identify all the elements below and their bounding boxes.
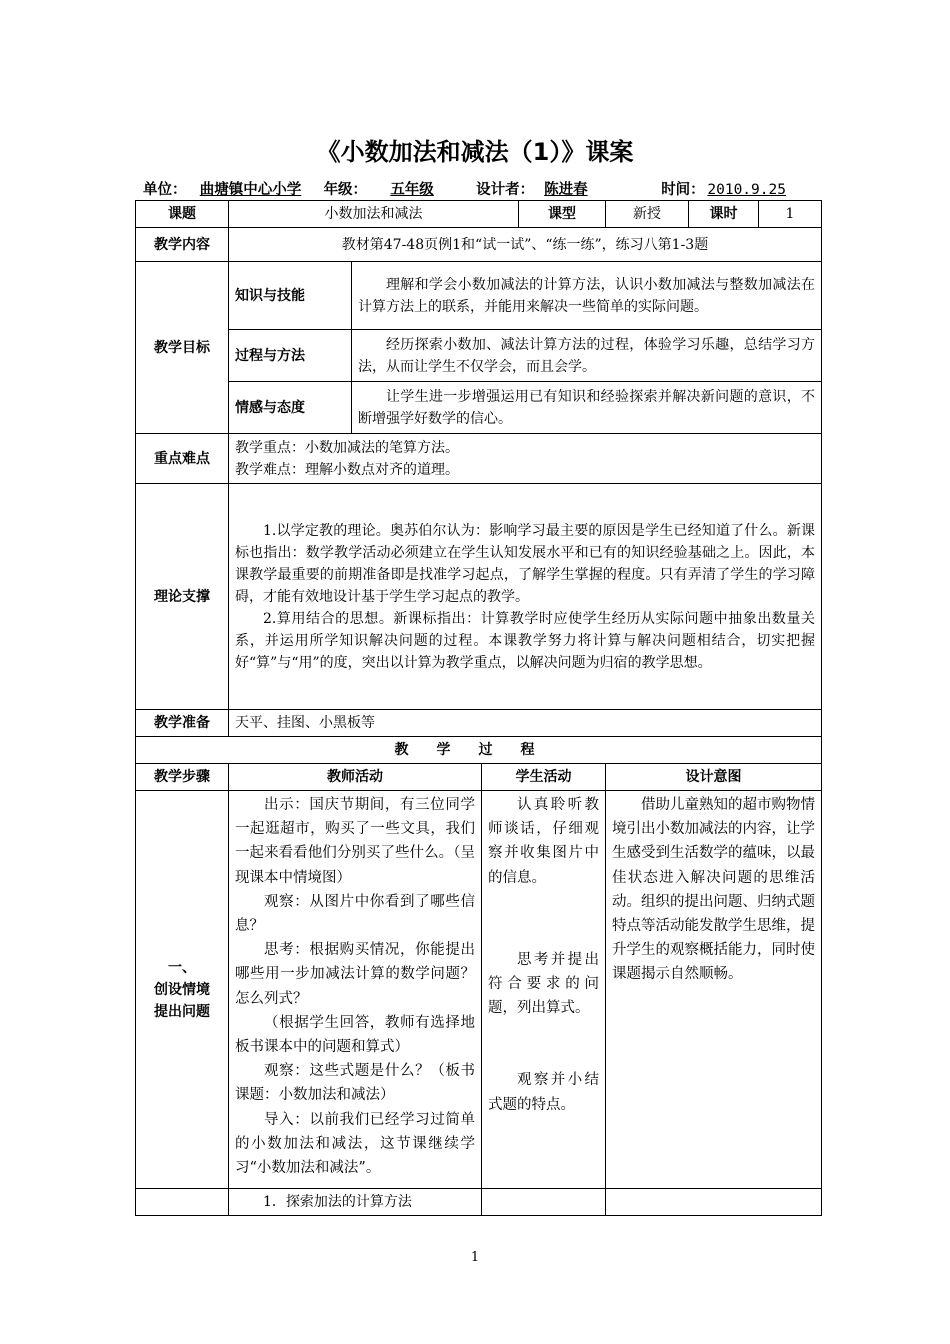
key-row <box>136 434 822 484</box>
teacher-paragraph: 出示：国庆节期间，有三位同学一起逛超市，购买了一些文具，我们一起来看看他们分别买了些什么。（呈现课本中情境图） <box>235 797 475 886</box>
step-1-name-a: 创设情境 <box>154 981 210 998</box>
step-1-number: 一、 <box>168 959 196 976</box>
teacher-paragraph: 思考：根据购买情况，你能提出哪些用一步加减法计算的数学问题？怎么列式？ <box>235 942 475 1007</box>
goal-row-knowledge <box>136 262 822 330</box>
goal-text-knowledge: 理解和学会小数加减法的计算方法，认识小数加减法与整数加减法在计算方法上的联系，并能用来解决一些简单的实际问题。 <box>352 262 822 330</box>
goal-label-attitude: 情感与态度 <box>229 382 352 434</box>
designer-label: 设计者： <box>476 182 535 198</box>
unit-label: 单位： <box>143 182 187 198</box>
topic-label: 课题 <box>136 201 229 228</box>
prep-row <box>136 710 822 737</box>
student-spacer <box>488 890 599 948</box>
key-points <box>229 434 822 484</box>
step-1-name-b: 提出问题 <box>154 1003 210 1020</box>
theory-paragraph-1: 1.以学定教的理论。奥苏伯尔认为：影响学习最主要的原因是学生已经知道了什么。新课标也指出：数学教学活动必须建立在学生认知发展水平和已有的知识经验基础之上。因此，本课教学最重要的前期准备即是找准学习起点，了解学生掌握的程度。只有弄清了学生的学习障碍，才能有效地设计基于学生学习起点的教学。 <box>235 522 815 605</box>
grade-value: 五年级 <box>390 182 434 198</box>
hours-label: 课时 <box>689 201 759 228</box>
step-2-cell <box>136 1189 229 1216</box>
col-teacher: 教师活动 <box>229 764 482 791</box>
goal-text-attitude: 让学生进一步增强运用已有知识和经验探索并解决新问题的意识，不断增强学好数学的信心。 <box>352 382 822 434</box>
student-spacer <box>488 1020 599 1068</box>
goal-label-process: 过程与方法 <box>229 330 352 382</box>
student-activity <box>482 791 606 1189</box>
theory-paragraph-2: 2.算用结合的思想。新课标指出：计算教学时应使学生经历从实际问题中抽象出数量关系，并运用所学知识解决问题的过程。本课教学努力将计算与解决问题相结合，切实把握好“算”与“用”的度，突出以计算为教学重点，以解决问题为归宿的教学思想。 <box>235 610 815 671</box>
step-2-row <box>136 1189 822 1216</box>
col-design: 设计意图 <box>606 764 822 791</box>
page-title: 《小数加法和减法（1）》课案 <box>316 138 634 166</box>
next-step-text: 1．探索加法的计算方法 <box>229 1189 482 1216</box>
topic-row <box>136 201 822 228</box>
theory-text <box>229 484 822 710</box>
student-paragraph: 观察并小结式题的特点。 <box>488 1072 599 1113</box>
student-paragraph: 认真聆听教师谈话，仔细观察并收集图片中的信息。 <box>488 797 599 886</box>
key-label: 重点难点 <box>136 434 229 484</box>
goals-label: 教学目标 <box>136 262 229 434</box>
process-title-row <box>136 737 822 764</box>
difficult-point: 教学难点：理解小数点对齐的道理。 <box>235 461 459 478</box>
topic-value: 小数加法和减法 <box>229 201 519 228</box>
lesson-plan-table <box>135 200 822 1216</box>
type-label: 课型 <box>519 201 606 228</box>
prep-value: 天平、挂图、小黑板等 <box>229 710 822 737</box>
hours-value: 1 <box>759 201 822 228</box>
designer-value: 陈进春 <box>544 182 588 198</box>
next-step-design <box>606 1189 822 1216</box>
time-value: 2010.9.25 <box>707 182 786 198</box>
teacher-paragraph: 观察：从图片中你看到了哪些信息？ <box>235 893 475 935</box>
content-row <box>136 228 822 262</box>
grade-label: 年级： <box>323 182 368 198</box>
student-paragraph: 思考并提出符合要求的问题，列出算式。 <box>488 951 599 1017</box>
key-point: 教学重点：小数加减法的笔算方法。 <box>235 439 459 456</box>
time-label: 时间： <box>661 182 705 198</box>
col-step: 教学步骤 <box>136 764 229 791</box>
teacher-paragraph: 观察：这些式题是什么？（板书课题：小数加法和减法） <box>235 1063 475 1104</box>
teacher-activity <box>229 791 482 1189</box>
teacher-paragraph: （根据学生回答，教师有选择地板书课本中的问题和算式） <box>235 1014 475 1056</box>
goal-label-knowledge: 知识与技能 <box>229 262 352 330</box>
step-1-row <box>136 791 822 1189</box>
step-1-cell <box>136 791 229 1189</box>
content-value: 教材第47-48页例1和“试一试”、“练一练”，练习八第1-3题 <box>229 228 822 262</box>
content-label: 教学内容 <box>136 228 229 262</box>
goal-row-process <box>136 330 822 382</box>
goal-row-attitude <box>136 382 822 434</box>
col-student: 学生活动 <box>482 764 606 791</box>
header-info-line <box>143 178 823 199</box>
next-step-student <box>482 1189 606 1216</box>
prep-label: 教学准备 <box>136 710 229 737</box>
goal-text-process: 经历探索小数加、减法计算方法的过程，体验学习乐趣，总结学习方法，从而让学生不仅学会，而且会学。 <box>352 330 822 382</box>
theory-row <box>136 484 822 710</box>
process-header-row <box>136 764 822 791</box>
process-title: 教学过程 <box>136 737 822 764</box>
type-value: 新授 <box>606 201 689 228</box>
unit-value: 曲塘镇中心小学 <box>199 182 302 198</box>
page-number: 1 <box>470 1250 480 1265</box>
teacher-paragraph: 导入：以前我们已经学习过简单的小数加法和减法，这节课继续学习“小数加法和减法”。 <box>235 1111 475 1177</box>
theory-label: 理论支撑 <box>136 484 229 710</box>
design-intent: 借助儿童熟知的超市购物情境引出小数加减法的内容，让学生感受到生活数学的蕴味，以最佳状态进入解决问题的思维活动。组织的提出问题、归纳式题特点等活动能发散学生思维，提升学生的观察概括能力，同时使课题揭示自然顺畅。 <box>606 791 822 1189</box>
